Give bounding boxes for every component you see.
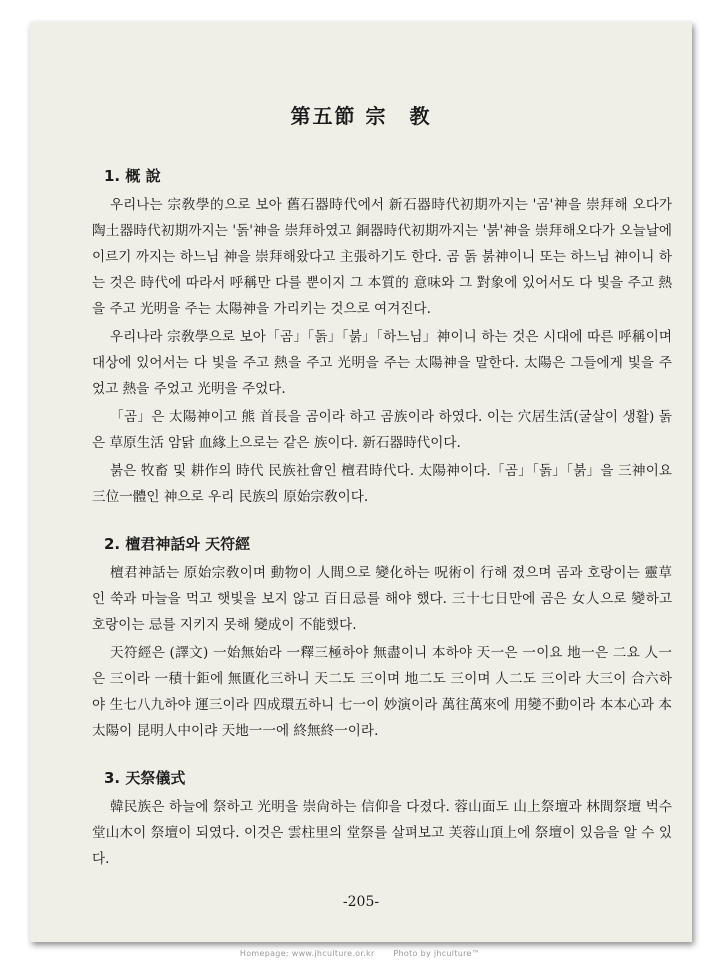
- paragraph: 우리나는 宗敎學的으로 보아 舊石器時代에서 新石器時代初期까지는 '곰'神을 崇拜해 오다가 陶土器時代初期까지는 '돍'神을 崇拜하였고 銅器時代初期까지는 '붉'神을 崇拜해오다가 오늘날에 이르기 까지는 하느님 神을 崇拜해왔다고 主張하기도 한다. 곰 돍 붉神이니 또는 하느님 神이니 하는 것은 時代에 따라서 呼稱만 다를 뿐이지 그 本質的 意味와 그 對象에 있어서도 다 빛을 주고 熱을 주고 光明을 주는 太陽神을 가리키는 것으로 여겨진다.: [92, 197, 672, 317]
- section-heading: 2. 檀君神話와 天符經: [104, 535, 251, 553]
- photo-credit-footer: [0, 949, 720, 958]
- document-body: [92, 164, 672, 894]
- homepage-credit: Homepage: www.jhculture.or.kr: [239, 949, 375, 958]
- section-overview: [92, 164, 672, 510]
- photo-credit: Photo by jhculture™: [393, 949, 481, 958]
- section-heading: 1. 概 說: [104, 167, 161, 185]
- document-page: [30, 22, 692, 942]
- section-dangun-myth: [92, 532, 672, 744]
- section-heaven-ritual: [92, 766, 672, 872]
- paragraph: 「곰」은 太陽神이고 熊 首長을 곰이라 하고 곰族이라 하였다. 이는 穴居生活(굴살이 생활) 돍은 草原生活 암닭 血緣上으로는 같은 族이다. 新石器時代이다.: [92, 409, 672, 451]
- paragraph: 天符經은 (譯文) 一始無始라 一釋三極하야 無盡이니 本하야 天一은 一이요 地一은 二요 人一은 三이라 一積十鉅에 無匱化三하니 天二도 三이며 地二도 三이며 人二도 三이라 大三이 合六하야 生七八九하야 運三이라 四成環五하니 七一이 妙演이라 萬往萬來에 用變不動이라 本本心과 本太陽이 昆明人中이랴 天地一一에 終無終一이라.: [92, 645, 672, 739]
- paragraph: 우리나라 宗敎學으로 보아「곰」「돍」「붉」「하느님」神이니 하는 것은 시대에 따른 呼稱이며 대상에 있어서는 다 빛을 주고 熱을 주고 光明을 주는 太陽神을 말한다. 太陽은 그들에게 빛을 주었고 熱을 주었고 光明을 주었다.: [92, 329, 672, 397]
- chapter-title: 第五節 宗 教: [290, 104, 432, 128]
- paragraph: 檀君神話는 原始宗敎이며 動物이 人間으로 變化하는 呪術이 行해 졌으며 곰과 호랑이는 靈草인 쑥과 마늘을 먹고 햇빛을 보지 않고 百日忌를 해야 했다. 三十七日만에 곰은 女人으로 變하고 호랑이는 忌를 지키지 못해 變成이 不能했다.: [92, 565, 672, 633]
- section-heading: 3. 天祭儀式: [104, 769, 186, 787]
- paragraph: 韓民族은 하늘에 祭하고 光明을 崇尙하는 信仰을 다졌다. 蓉山面도 山上祭壇과 林間祭壇 벅수 堂山木이 祭壇이 되였다. 이것은 雲柱里의 堂祭를 살펴보고 芙蓉山頂上에 祭壇이 있음을 알 수 있다.: [92, 799, 672, 867]
- page-number: -205-: [342, 894, 380, 910]
- paragraph: 붉은 牧畜 및 耕作의 時代 民族社會인 檀君時代다. 太陽神이다.「곰」「돍」「붉」을 三神이요 三位一體인 神으로 우리 民族의 原始宗敎이다.: [92, 463, 672, 505]
